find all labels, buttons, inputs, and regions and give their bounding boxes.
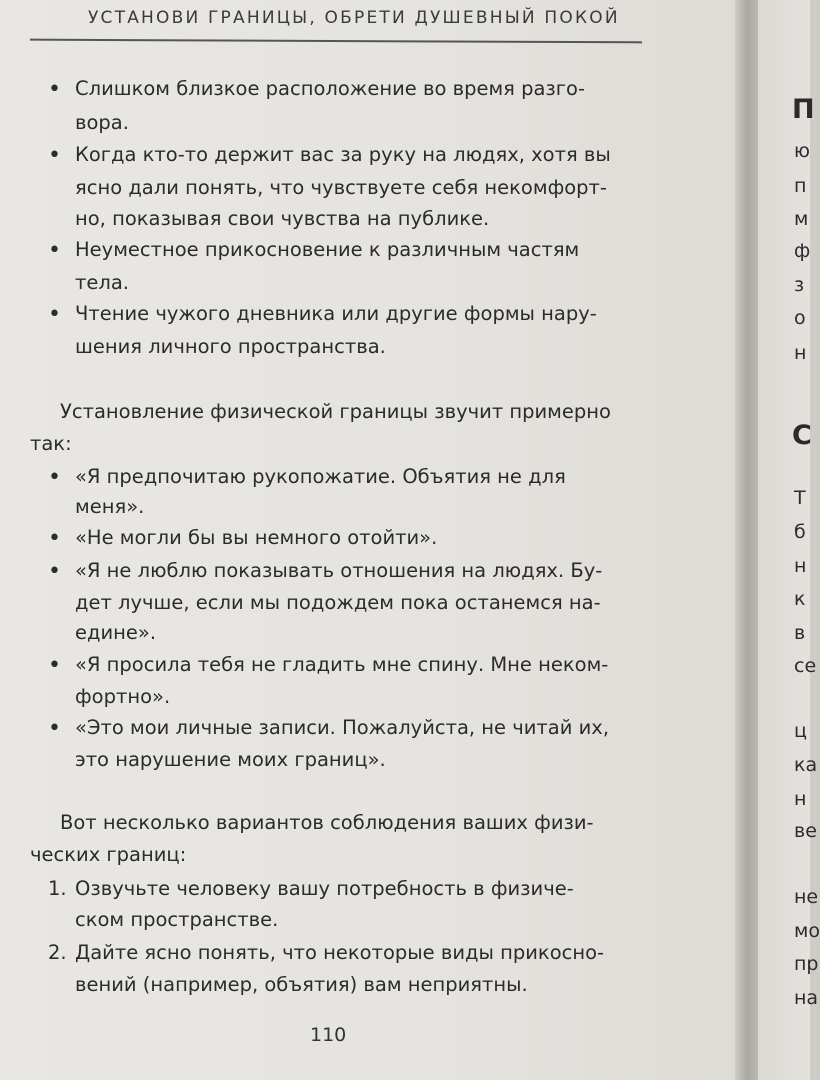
- header-rule: [30, 39, 642, 44]
- quote-line: «Я не люблю показывать отношения на людях. Бу-: [75, 559, 603, 582]
- right-page-fragment: з: [794, 274, 805, 296]
- bullet-icon: •: [48, 302, 61, 327]
- text-line: шения личного пространства.: [75, 335, 386, 358]
- quote-line: меня».: [75, 495, 145, 518]
- right-page-fragment: ф: [794, 240, 811, 262]
- right-page-fragment: П: [792, 94, 815, 125]
- right-page-fragment: н: [794, 788, 807, 810]
- right-page-fragment: пр: [794, 953, 819, 975]
- right-page-edge: [758, 0, 820, 1080]
- right-page-fragment: ка: [794, 754, 818, 776]
- right-page-fragment: ве: [794, 820, 817, 842]
- bullet-icon: •: [48, 238, 61, 263]
- right-page-fragment: ю: [794, 140, 810, 162]
- text-line: Неуместное прикосновение к различным частям: [75, 238, 580, 261]
- paragraph-line: так:: [30, 432, 72, 455]
- right-page-fragment: мо: [794, 920, 820, 942]
- numbered-line: ском пространстве.: [75, 908, 279, 931]
- right-page-fragment: С: [792, 420, 812, 451]
- quote-line: это нарушение моих границ».: [75, 748, 386, 771]
- quote-line: «Это мои личные записи. Пожалуйста, не читай их,: [75, 716, 610, 739]
- right-page-fragment: п: [794, 175, 807, 197]
- bullet-icon: •: [48, 77, 61, 102]
- quote-line: едине».: [75, 621, 157, 644]
- paragraph-line: ческих границ:: [30, 843, 187, 866]
- quote-line: «Не могли бы вы немного отойти».: [75, 526, 438, 549]
- bullet-icon: •: [48, 716, 61, 741]
- running-head: УСТАНОВИ ГРАНИЦЫ, ОБРЕТИ ДУШЕВНЫЙ ПОКОЙ: [88, 8, 620, 28]
- numbered-line: Дайте ясно понять, что некоторые виды прикосно-: [75, 941, 605, 964]
- list-number: 1.: [48, 877, 67, 900]
- bullet-icon: •: [48, 143, 61, 168]
- bullet-icon: •: [48, 526, 61, 551]
- text-line: ясно дали понять, что чувствуете себя некомфорт-: [75, 176, 607, 199]
- right-page-fragment: Т: [794, 487, 806, 509]
- bullet-icon: •: [48, 559, 61, 584]
- quote-line: фортно».: [75, 685, 171, 708]
- text-line: тела.: [75, 271, 129, 294]
- right-page-fragment: ц: [794, 720, 807, 742]
- bullet-icon: •: [48, 465, 61, 490]
- right-page-fragment: м: [794, 208, 809, 230]
- right-page-fragment: б: [794, 521, 806, 543]
- right-page-fragment: н: [794, 342, 807, 364]
- paragraph-line: Вот несколько вариантов соблюдения ваших физи-: [60, 811, 594, 834]
- numbered-line: Озвучьте человеку вашу потребность в физиче-: [75, 877, 574, 900]
- right-page-fragment: на: [794, 987, 819, 1009]
- quote-line: «Я просила тебя не гладить мне спину. Мне неком-: [75, 653, 609, 676]
- right-page-fragment: се: [794, 655, 817, 677]
- text-line: вора.: [75, 111, 129, 134]
- text-line: Когда кто-то держит вас за руку на людях, хотя вы: [75, 143, 611, 166]
- page-number: 110: [310, 1024, 347, 1046]
- text-line: Чтение чужого дневника или другие формы нару-: [75, 302, 597, 325]
- right-page-fragment: не: [794, 886, 819, 908]
- paragraph-line: Установление физической границы звучит примерно: [60, 400, 611, 423]
- right-page-fragment: н: [794, 555, 807, 577]
- right-page-fragment: о: [794, 307, 806, 329]
- numbered-line: вений (например, объятия) вам неприятны.: [75, 973, 528, 996]
- right-page-fragment: к: [794, 588, 806, 610]
- bullet-icon: •: [48, 653, 61, 678]
- text-line: но, показывая свои чувства на публике.: [75, 207, 490, 230]
- list-number: 2.: [48, 941, 67, 964]
- quote-line: дет лучше, если мы подождем пока останемся на-: [75, 591, 601, 614]
- text-line: Слишком близкое расположение во время разго-: [75, 77, 585, 100]
- right-page-fragment: в: [794, 622, 806, 644]
- quote-line: «Я предпочитаю рукопожатие. Объятия не для: [75, 465, 566, 488]
